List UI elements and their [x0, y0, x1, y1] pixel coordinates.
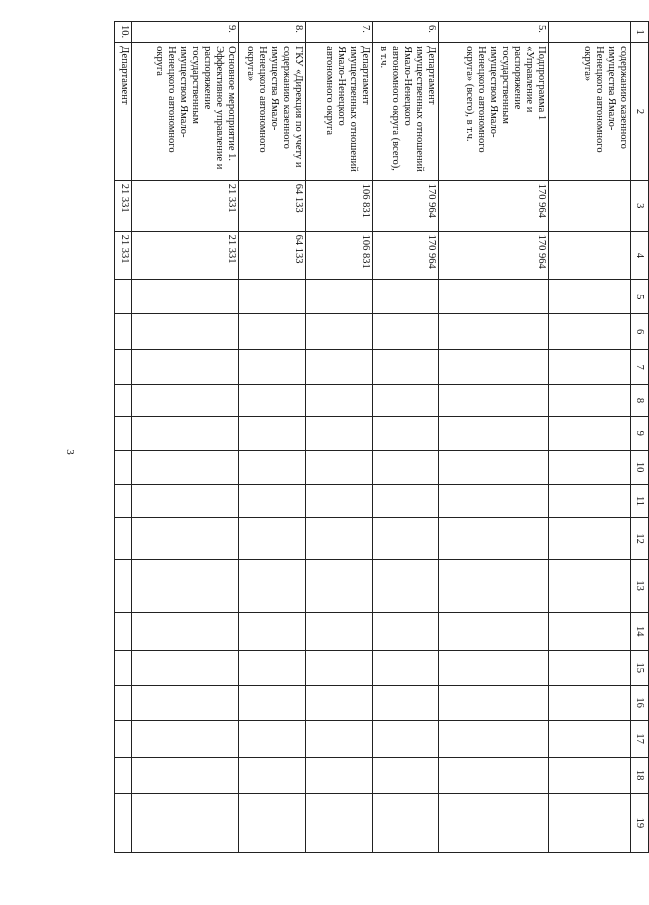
empty-cell	[548, 416, 630, 450]
empty-cell	[548, 793, 630, 852]
value-cell-col3	[548, 180, 630, 231]
table-row	[438, 22, 548, 853]
empty-cell	[305, 793, 372, 852]
table-row	[132, 22, 238, 853]
empty-cell	[373, 450, 438, 484]
empty-cell	[305, 350, 372, 385]
empty-cell	[238, 685, 305, 720]
header-cell: 6	[630, 314, 648, 350]
empty-cell	[373, 793, 438, 852]
table-body	[115, 22, 649, 853]
empty-cell	[438, 280, 548, 314]
value-cell-col3: 21 331	[132, 180, 238, 231]
value-cell-col3: 106 831	[305, 180, 372, 231]
row-number-cell: 6.	[373, 22, 438, 43]
empty-cell	[115, 484, 132, 518]
header-cell: 8	[630, 385, 648, 417]
empty-cell	[115, 314, 132, 350]
header-cell: 11	[630, 484, 648, 518]
empty-cell	[438, 720, 548, 757]
empty-cell	[373, 416, 438, 450]
empty-cell	[115, 518, 132, 559]
empty-cell	[238, 450, 305, 484]
header-cell: 15	[630, 650, 648, 685]
empty-cell	[548, 350, 630, 385]
empty-cell	[305, 685, 372, 720]
empty-cell	[548, 757, 630, 793]
empty-cell	[548, 559, 630, 612]
empty-cell	[238, 559, 305, 612]
row-number-cell: 8.	[238, 22, 305, 43]
empty-cell	[438, 450, 548, 484]
empty-cell	[115, 612, 132, 650]
empty-cell	[438, 484, 548, 518]
empty-cell	[115, 350, 132, 385]
empty-cell	[305, 280, 372, 314]
value-cell-col4: 170 964	[373, 231, 438, 280]
row-name-cell: Подпрограмма 1 «Управление и распоряжение государственным имуществом Ямало-Ненецкого автономного округа» (всего), в т.ч.	[438, 43, 548, 181]
empty-cell	[238, 280, 305, 314]
empty-cell	[373, 350, 438, 385]
header-cell: 17	[630, 720, 648, 757]
empty-cell	[305, 757, 372, 793]
empty-cell	[548, 385, 630, 417]
value-cell-col4	[548, 231, 630, 280]
empty-cell	[132, 720, 238, 757]
empty-cell	[132, 385, 238, 417]
empty-cell	[132, 650, 238, 685]
empty-cell	[238, 416, 305, 450]
header-cell: 13	[630, 559, 648, 612]
empty-cell	[438, 314, 548, 350]
empty-cell	[548, 450, 630, 484]
value-cell-col4: 170 964	[438, 231, 548, 280]
empty-cell	[438, 612, 548, 650]
empty-cell	[373, 685, 438, 720]
empty-cell	[373, 757, 438, 793]
empty-cell	[238, 720, 305, 757]
empty-cell	[438, 757, 548, 793]
empty-cell	[238, 385, 305, 417]
value-cell-col3: 21 331	[115, 180, 132, 231]
empty-cell	[238, 518, 305, 559]
empty-cell	[132, 350, 238, 385]
empty-cell	[548, 720, 630, 757]
empty-cell	[115, 385, 132, 417]
empty-cell	[132, 314, 238, 350]
row-number-cell	[548, 22, 630, 43]
empty-cell	[548, 280, 630, 314]
empty-cell	[438, 350, 548, 385]
empty-cell	[238, 484, 305, 518]
empty-cell	[548, 685, 630, 720]
empty-cell	[132, 280, 238, 314]
value-cell-col3: 64 133	[238, 180, 305, 231]
empty-cell	[238, 650, 305, 685]
table-row	[548, 22, 630, 853]
empty-cell	[548, 314, 630, 350]
empty-cell	[373, 720, 438, 757]
empty-cell	[438, 793, 548, 852]
empty-cell	[305, 484, 372, 518]
empty-cell	[115, 685, 132, 720]
empty-cell	[115, 559, 132, 612]
empty-cell	[438, 650, 548, 685]
empty-cell	[373, 612, 438, 650]
table-row	[373, 22, 438, 853]
value-cell-col4: 21 331	[115, 231, 132, 280]
rotated-table-container	[114, 21, 649, 853]
empty-cell	[305, 385, 372, 417]
empty-cell	[438, 559, 548, 612]
empty-cell	[305, 416, 372, 450]
row-name-cell: содержанию казенного имущества Ямало-Ненецкого автономного округа»	[548, 43, 630, 181]
header-cell: 4	[630, 231, 648, 280]
empty-cell	[373, 518, 438, 559]
empty-cell	[132, 685, 238, 720]
table-row	[115, 22, 132, 853]
value-cell-col4: 64 133	[238, 231, 305, 280]
value-cell-col3: 170 964	[373, 180, 438, 231]
row-number-cell: 5.	[438, 22, 548, 43]
page-number: 3	[64, 449, 76, 455]
empty-cell	[115, 416, 132, 450]
empty-cell	[132, 450, 238, 484]
header-cell: 18	[630, 757, 648, 793]
empty-cell	[373, 280, 438, 314]
empty-cell	[132, 416, 238, 450]
empty-cell	[438, 518, 548, 559]
value-cell-col4: 106 831	[305, 231, 372, 280]
empty-cell	[132, 484, 238, 518]
empty-cell	[238, 350, 305, 385]
empty-cell	[373, 484, 438, 518]
empty-cell	[438, 685, 548, 720]
empty-cell	[305, 314, 372, 350]
budget-table	[114, 21, 649, 853]
empty-cell	[548, 612, 630, 650]
empty-cell	[132, 612, 238, 650]
empty-cell	[305, 559, 372, 612]
empty-cell	[305, 720, 372, 757]
empty-cell	[115, 757, 132, 793]
empty-cell	[373, 385, 438, 417]
empty-cell	[115, 793, 132, 852]
header-cell: 19	[630, 793, 648, 852]
empty-cell	[438, 416, 548, 450]
empty-cell	[115, 720, 132, 757]
empty-cell	[438, 385, 548, 417]
row-name-cell: ГКУ «Дирекция по учету и содержанию казенного имущества Ямало-Ненецкого автономного округа»	[238, 43, 305, 181]
empty-cell	[548, 650, 630, 685]
row-name-cell: Департамент имущественных отношений Ямало-Ненецкого автономного округа (всего), в т.ч.	[373, 43, 438, 181]
row-name-cell: Департамент имущественных отношений Ямало-Ненецкого автономного округа	[305, 43, 372, 181]
header-cell: 14	[630, 612, 648, 650]
empty-cell	[548, 484, 630, 518]
value-cell-col3: 170 964	[438, 180, 548, 231]
empty-cell	[238, 757, 305, 793]
empty-cell	[132, 757, 238, 793]
header-cell: 10	[630, 450, 648, 484]
empty-cell	[305, 450, 372, 484]
header-cell: 5	[630, 280, 648, 314]
header-cell: 9	[630, 416, 648, 450]
empty-cell	[373, 650, 438, 685]
empty-cell	[305, 518, 372, 559]
empty-cell	[373, 559, 438, 612]
empty-cell	[115, 280, 132, 314]
empty-cell	[373, 314, 438, 350]
empty-cell	[238, 793, 305, 852]
table-row	[305, 22, 372, 853]
value-cell-col4: 21 331	[132, 231, 238, 280]
empty-cell	[132, 559, 238, 612]
empty-cell	[115, 650, 132, 685]
header-cell: 1	[630, 22, 648, 43]
row-name-cell: Департамент	[115, 43, 132, 181]
table-row	[238, 22, 305, 853]
header-cell: 3	[630, 180, 648, 231]
header-cell: 16	[630, 685, 648, 720]
empty-cell	[132, 518, 238, 559]
row-name-cell: Основное мероприятие 1. Эффективное управление и распоряжение государственным имуществом Ямало-Ненецкого автономного округа	[132, 43, 238, 181]
header-cell: 2	[630, 43, 648, 181]
row-number-cell: 9.	[132, 22, 238, 43]
empty-cell	[115, 450, 132, 484]
empty-cell	[305, 650, 372, 685]
header-row	[630, 22, 648, 853]
empty-cell	[238, 612, 305, 650]
header-cell: 12	[630, 518, 648, 559]
empty-cell	[132, 793, 238, 852]
row-number-cell: 10.	[115, 22, 132, 43]
empty-cell	[548, 518, 630, 559]
row-number-cell: 7.	[305, 22, 372, 43]
empty-cell	[305, 612, 372, 650]
header-cell: 7	[630, 350, 648, 385]
empty-cell	[238, 314, 305, 350]
